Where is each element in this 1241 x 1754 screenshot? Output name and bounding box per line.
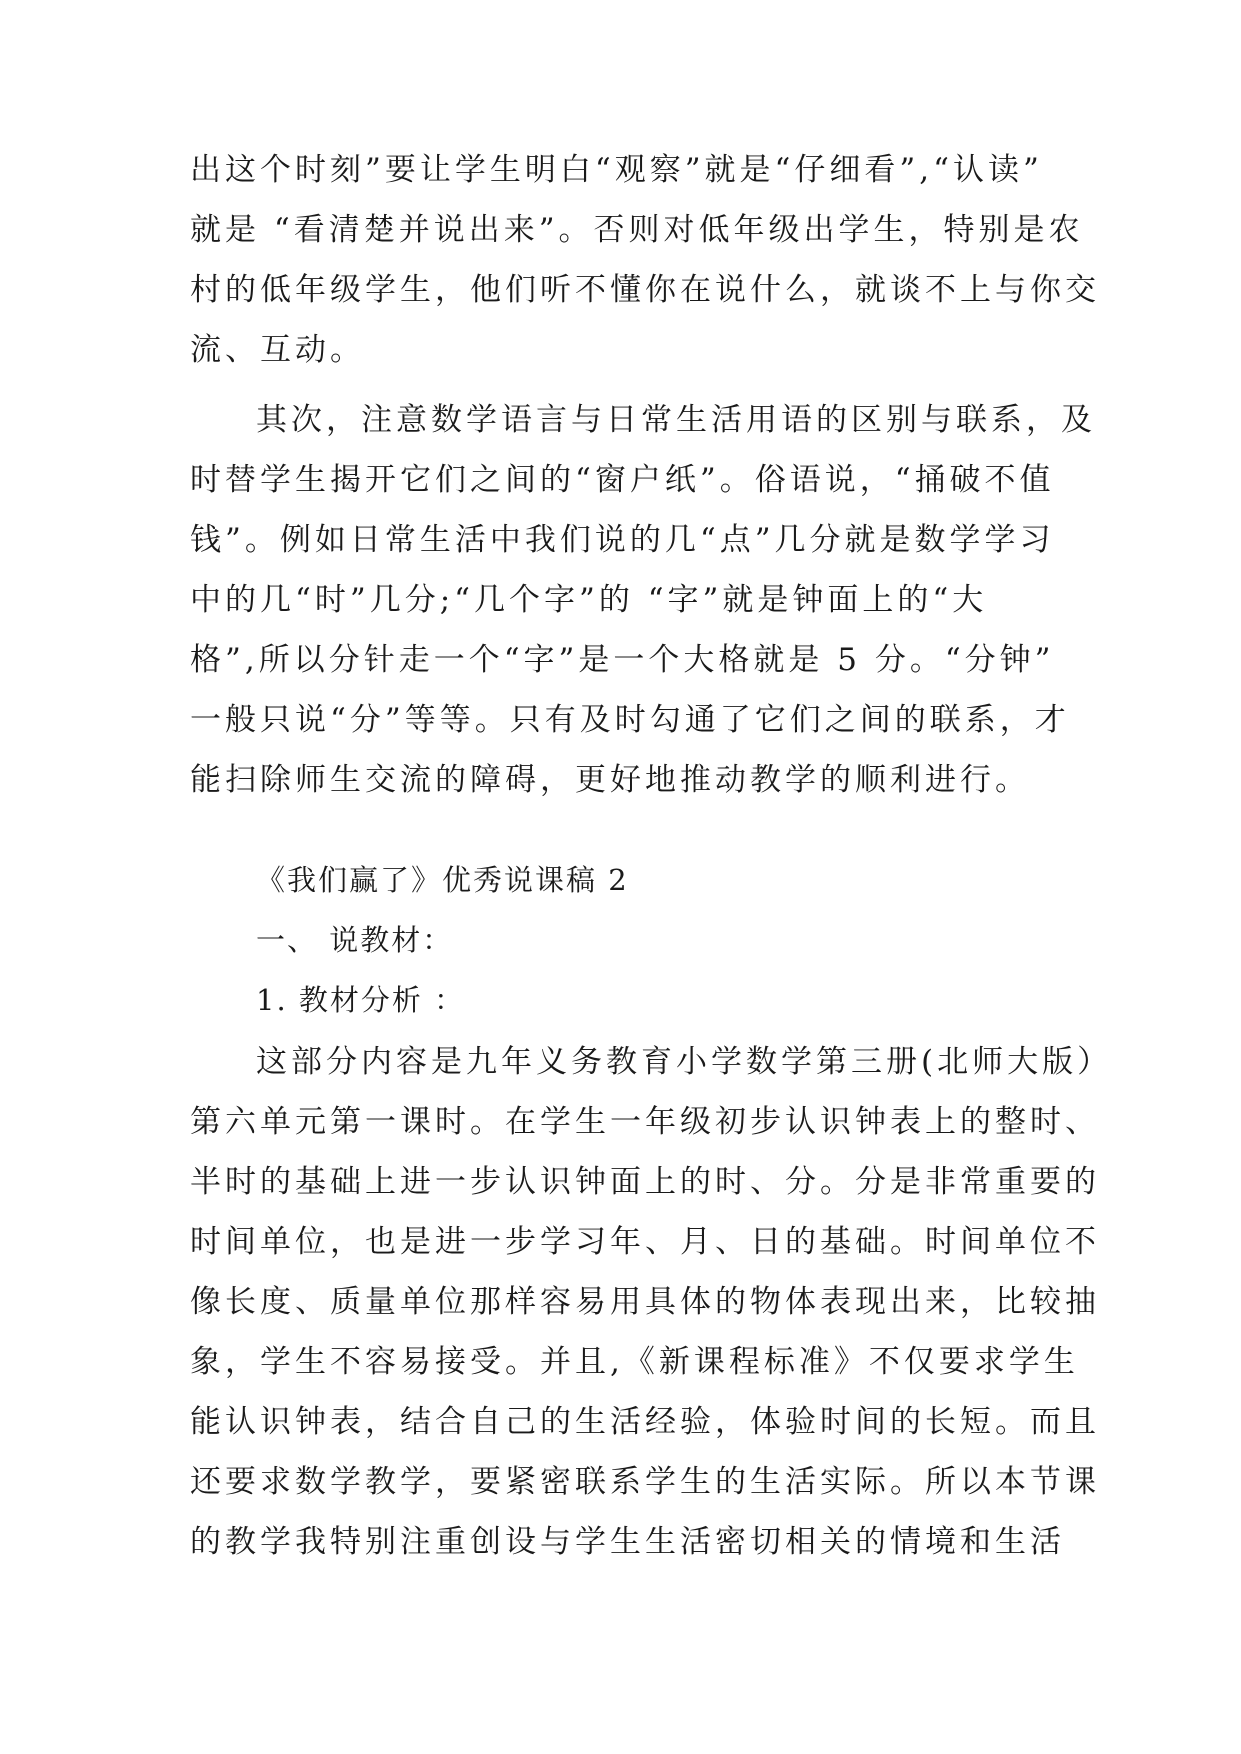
paragraph-2 <box>190 390 1096 810</box>
paragraph-1 <box>190 140 1100 380</box>
paragraph-line: 还要求数学教学，要紧密联系学生的生活实际。所以本节课 <box>190 1464 1100 1500</box>
paragraph-line: 时间单位，也是进一步学习年、月、日的基础。时间单位不 <box>190 1224 1100 1260</box>
paragraph-line: 钱”。例如日常生活中我们说的几“点”几分就是数学学习 <box>190 522 1055 558</box>
paragraph-line: 这部分内容是九年义务教育小学数学第三册(北师大版） <box>256 1044 1113 1080</box>
paragraph-line: 格”,所以分针走一个“字”是一个大格就是 5 分。“分钟” <box>190 642 1055 678</box>
paragraph-line: 时替学生揭开它们之间的“窗户纸”。俗语说，“捅破不值 <box>190 462 1055 498</box>
paragraph-line: 的教学我特别注重创设与学生生活密切相关的情境和生活 <box>190 1524 1065 1560</box>
paragraph-line: 出这个时刻”要让学生明白“观察”就是“仔细看”,“认读” <box>190 152 1043 188</box>
paragraph-line: 第六单元第一课时。在学生一年级初步认识钟表上的整时、 <box>190 1104 1100 1140</box>
paragraph-3 <box>190 1032 1113 1572</box>
section-title: 《我们赢了》优秀说课稿 2 <box>256 863 629 897</box>
paragraph-line: 一般只说“分”等等。只有及时勾通了它们之间的联系，才 <box>190 702 1070 738</box>
subheading-textbook: 一、 说教材： <box>256 923 454 957</box>
paragraph-line: 就是 “看清楚并说出来”。否则对低年级出学生，特别是农 <box>190 212 1084 248</box>
paragraph-line: 半时的基础上进一步认识钟面上的时、分。分是非常重要的 <box>190 1164 1100 1200</box>
paragraph-line: 流、互动。 <box>190 332 365 368</box>
section-headings <box>190 850 1050 1030</box>
paragraph-line: 像长度、质量单位那样容易用具体的物体表现出来，比较抽 <box>190 1284 1100 1320</box>
paragraph-line: 象，学生不容易接受。并且,《新课程标准》不仅要求学生 <box>190 1344 1079 1380</box>
paragraph-line: 村的低年级学生，他们听不懂你在说什么，就谈不上与你交 <box>190 272 1100 308</box>
paragraph-line: 中的几“时”几分;“几个字”的 “字”就是钟面上的“大 <box>190 582 988 618</box>
paragraph-line: 能认识钟表，结合自己的生活经验，体验时间的长短。而且 <box>190 1404 1100 1440</box>
subheading-analysis: 1. 教材分析 ： <box>256 983 466 1017</box>
paragraph-line: 能扫除师生交流的障碍，更好地推动教学的顺利进行。 <box>190 762 1030 798</box>
paragraph-line: 其次，注意数学语言与日常生活用语的区别与联系，及 <box>256 402 1096 438</box>
